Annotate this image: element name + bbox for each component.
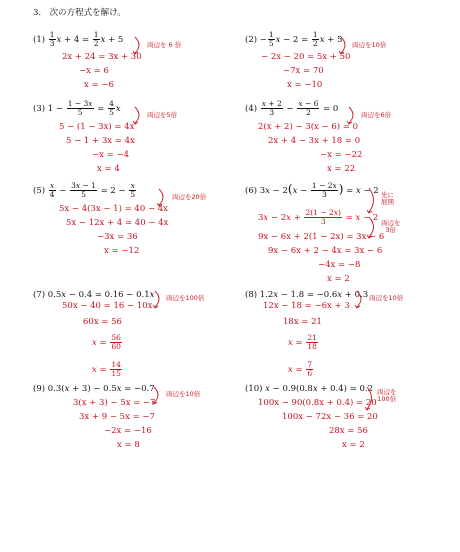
problem-4-step-3: −x = −22 xyxy=(320,150,363,160)
problem-9-equation: (9) 0.3(x + 3) − 0.5x = −0.7 xyxy=(33,384,155,394)
problem-3-note: 両辺を5倍 xyxy=(147,111,178,119)
problem-3-step-1: 5 − (1 − 3x) = 4x xyxy=(59,122,135,132)
problem-4-note: 両辺を6倍 xyxy=(361,111,392,119)
problem-9-step-4: x = 8 xyxy=(117,440,140,450)
problem-6-note-multiply: 両辺を 3倍 xyxy=(381,219,401,235)
problem-7-step-2: 60x = 56 xyxy=(83,317,122,327)
problem-6-step-5: x = 2 xyxy=(327,274,350,284)
problem-3-step-2: 5 − 1 + 3x = 4x xyxy=(66,136,135,146)
arc-arrow-icon xyxy=(367,187,379,215)
problem-8-equation: (8) 1.2x − 1.8 = −0.6x + 0.3 xyxy=(245,290,369,300)
problem-3-step-4: x = 4 xyxy=(97,164,120,174)
problem-10-step-1: 100x − 90(0.8x + 0.4) = 20 xyxy=(258,398,377,408)
problem-1-step-3: x = −6 xyxy=(84,80,114,90)
arc-arrow-icon xyxy=(153,290,165,310)
problem-1-equation: (1) $\frac{1}{3}$ x + 4 = $\frac{1}{2}$ x + 5 xyxy=(33,30,124,48)
problem-10-note: 両辺を 100倍 xyxy=(377,388,397,404)
problem-6-step-1: 3x − 2x + $\frac{2(1 - 2x)}{3}$ = x − 2 xyxy=(258,208,379,226)
problem-2-equation: (2) − $\frac{1}{5}$ x − 2 = $\frac{1}{2}$ x + 5 xyxy=(245,30,343,48)
problem-3-equation: (3) 1 − $\frac{1 - 3x}{5}$ = $\frac{4}{5}$ x xyxy=(33,99,121,117)
problem-5-step-1: 5x − 4(3x − 1) = 40 − 4x xyxy=(59,204,168,214)
worksheet-title: 3. 次の方程式を解け。 xyxy=(33,8,126,18)
problem-1-step-1: 2x + 24 = 3x + 30 xyxy=(62,52,142,62)
problem-10-equation: (10) x − 0.9(0.8x + 0.4) = 0.2 xyxy=(245,384,374,394)
problem-2-step-3: x = −10 xyxy=(287,80,323,90)
problem-6-step-3: 9x − 6x + 2 − 4x = 3x − 6 xyxy=(268,246,383,256)
problem-7-step-1: 50x − 40 = 16 − 10x xyxy=(62,301,153,311)
problem-10-step-2: 100x − 72x − 36 = 20 xyxy=(282,412,378,422)
problem-5-step-2: 5x − 12x + 4 = 40 − 4x xyxy=(66,218,169,228)
problem-6-step-4: −4x = −8 xyxy=(318,260,361,270)
problem-1-step-2: −x = 6 xyxy=(79,66,109,76)
problem-9-step-3: −2x = −16 xyxy=(104,426,152,436)
problem-1-note: 両辺を 6 倍 xyxy=(147,41,182,49)
problem-9-step-2: 3x + 9 − 5x = −7 xyxy=(79,412,155,422)
problem-7-step-4: x = $\frac{14}{15}$ xyxy=(92,360,121,378)
problem-4-step-1: 2(x + 2) − 3(x − 6) = 0 xyxy=(258,122,358,132)
problem-10-step-3: 28x = 56 xyxy=(329,426,368,436)
problem-5-equation: (5) $\frac{x}{4}$ − $\frac{3x - 1}{5}$ = 2 − $\frac{x}{5}$ xyxy=(33,181,136,199)
problem-8-step-4: x = $\frac{7}{6}$ xyxy=(288,360,313,378)
arc-arrow-icon xyxy=(133,106,145,126)
problem-9-step-1: 3(x + 3) − 5x = −7 xyxy=(73,398,156,408)
arc-arrow-icon xyxy=(355,290,367,310)
problem-6-equation: (6) 3x − 2(x − $\frac{1 - 2x}{3}$ ) = x − 2 xyxy=(245,181,379,199)
problem-5-step-4: x = −12 xyxy=(104,246,140,256)
problem-3-step-3: −x = −4 xyxy=(92,150,129,160)
problem-7-note: 両辺を100倍 xyxy=(166,294,205,302)
problem-5-note: 両辺を20倍 xyxy=(172,193,207,201)
problem-2-note: 両辺を10倍 xyxy=(352,41,387,49)
problem-4-step-4: x = 22 xyxy=(327,164,356,174)
problem-4-step-2: 2x + 4 − 3x + 18 = 0 xyxy=(268,136,361,146)
problem-7-step-3: x = $\frac{56}{60}$ xyxy=(92,333,121,351)
problem-8-step-2: 18x = 21 xyxy=(283,317,322,327)
problem-5-step-3: −3x = 36 xyxy=(97,232,138,242)
problem-4-equation: (4) $\frac{x + 2}{3}$ − $\frac{x - 6}{2}$ = 0 xyxy=(245,99,339,117)
problem-8-step-3: x = $\frac{21}{18}$ xyxy=(288,333,317,351)
problem-2-step-2: −7x = 70 xyxy=(283,66,324,76)
problem-8-step-1: 12x − 18 = −6x + 3 xyxy=(263,301,350,311)
problem-8-note: 両辺を10倍 xyxy=(369,294,404,302)
problem-6-note-expand: 先に 展開 xyxy=(381,191,394,207)
problem-6-step-2: 9x − 6x + 2(1 − 2x) = 3x − 6 xyxy=(258,232,385,242)
problem-10-step-4: x = 2 xyxy=(342,440,365,450)
problem-2-step-1: − 2x − 20 = 5x + 50 xyxy=(261,52,351,62)
problem-9-note: 両辺を10倍 xyxy=(166,390,201,398)
problem-7-equation: (7) 0.5x − 0.4 = 0.16 − 0.1x xyxy=(33,290,155,300)
